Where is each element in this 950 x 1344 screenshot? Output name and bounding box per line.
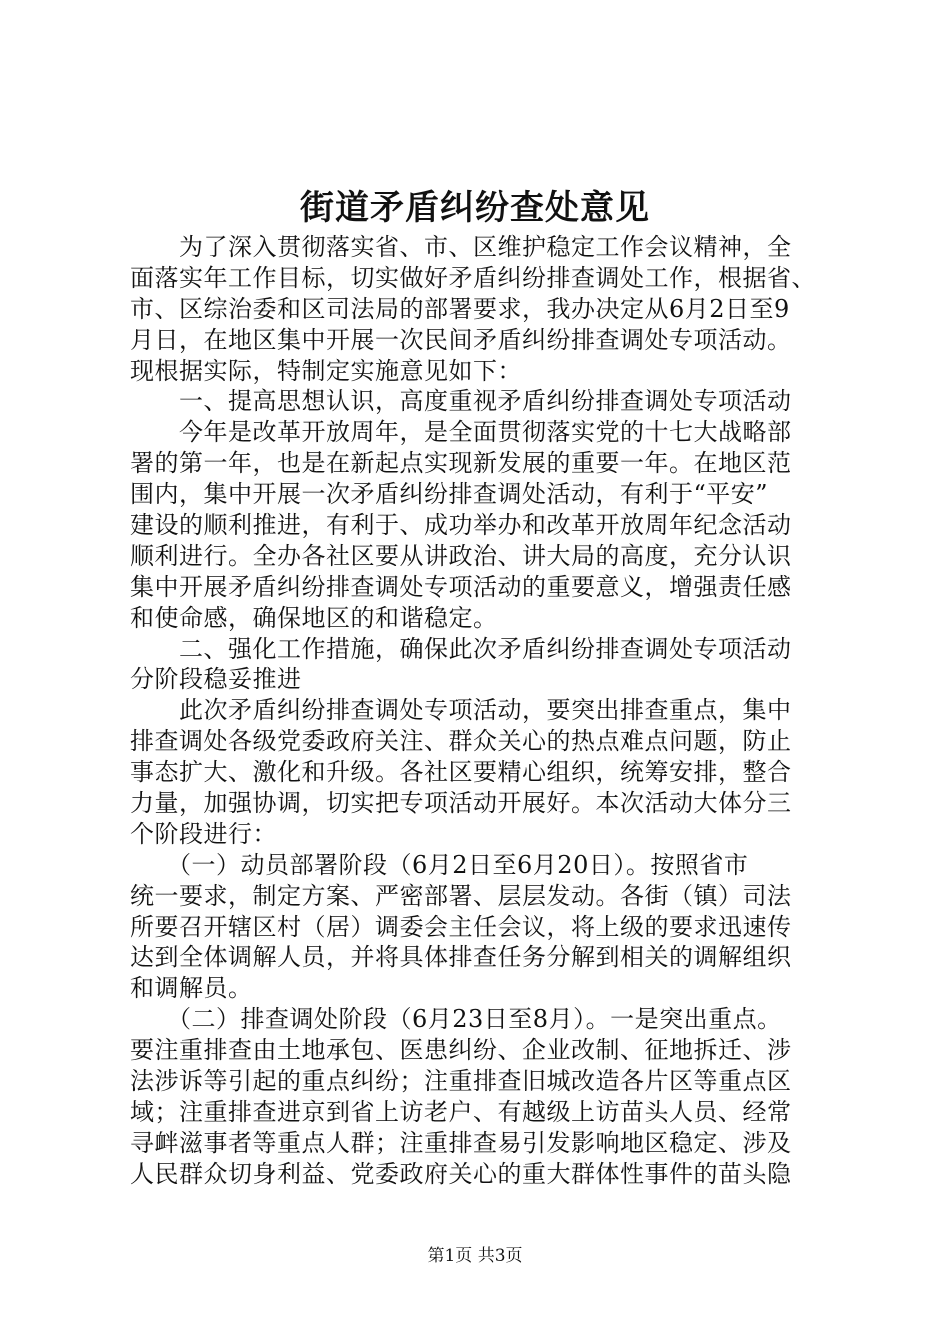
body-line: 署的第一年，也是在新起点实现新发展的重要一年。在地区范 <box>130 449 792 478</box>
document-title: 街道矛盾纠纷查处意见 <box>300 188 650 228</box>
body-line: 和调解员。 <box>130 974 253 1003</box>
body-line: 和使命感，确保地区的和谐稳定。 <box>130 603 498 632</box>
body-line: 法涉诉等引起的重点纠纷；注重排查旧城改造各片区等重点区 <box>130 1067 792 1096</box>
body-line: 顺利进行。全办各社区要从讲政治、讲大局的高度，充分认识 <box>130 541 792 570</box>
section-heading-1: 一、提高思想认识，高度重视矛盾纠纷排查调处专项活动 <box>130 387 792 416</box>
body-line: 所要召开辖区村（居）调委会主任会议，将上级的要求迅速传 <box>130 912 792 941</box>
body-line: 要注重排查由土地承包、医患纠纷、企业改制、征地拆迁、涉 <box>130 1036 792 1065</box>
body-line: 排查调处各级党委政府关注、群众关心的热点难点问题，防止 <box>130 727 792 756</box>
body-line: 寻衅滋事者等重点人群；注重排查易引发影响地区稳定、涉及 <box>130 1128 792 1157</box>
body-line: （一）动员部署阶段（6月2日至6月20日）。按照省市 <box>130 850 749 879</box>
body-line: 达到全体调解人员，并将具体排查任务分解到相关的调解组织 <box>130 943 792 972</box>
body-line: 月日，在地区集中开展一次民间矛盾纠纷排查调处专项活动。 <box>130 325 792 354</box>
body-line: 个阶段进行： <box>130 819 277 848</box>
body-line: 面落实年工作目标，切实做好矛盾纠纷排查调处工作，根据省、 <box>130 263 816 292</box>
document-body <box>130 232 865 1190</box>
page-number: 第1页 共3页 <box>427 1246 523 1266</box>
body-line: 现根据实际，特制定实施意见如下： <box>130 356 522 385</box>
body-line: （二）排查调处阶段（6月23日至8月）。一是突出重点。 <box>130 1005 782 1034</box>
body-line: 围内，集中开展一次矛盾纠纷排查调处活动，有利于“平安” <box>130 480 769 509</box>
section-heading-2: 二、强化工作措施，确保此次矛盾纠纷排查调处专项活动 <box>130 634 792 663</box>
body-line: 域；注重排查进京到省上访老户、有越级上访苗头人员、经常 <box>130 1097 792 1126</box>
body-line: 此次矛盾纠纷排查调处专项活动，要突出排查重点，集中 <box>130 696 792 725</box>
body-line: 集中开展矛盾纠纷排查调处专项活动的重要意义，增强责任感 <box>130 572 792 601</box>
body-line: 为了深入贯彻落实省、市、区维护稳定工作会议精神，全 <box>130 233 792 261</box>
body-line: 统一要求，制定方案、严密部署、层层发动。各街（镇）司法 <box>130 881 792 910</box>
body-line: 事态扩大、激化和升级。各社区要精心组织，统筹安排，整合 <box>130 758 792 787</box>
body-line: 市、区综治委和区司法局的部署要求，我办决定从6月2日至9 <box>130 294 790 323</box>
body-line: 建设的顺利推进，有利于、成功举办和改革开放周年纪念活动 <box>130 511 792 540</box>
body-line: 今年是改革开放周年，是全面贯彻落实党的十七大战略部 <box>130 418 792 447</box>
section-heading-2-continued: 分阶段稳妥推进 <box>130 665 302 694</box>
body-line: 力量，加强协调，切实把专项活动开展好。本次活动大体分三 <box>130 789 792 818</box>
body-line: 人民群众切身利益、党委政府关心的重大群体性事件的苗头隐 <box>130 1159 792 1188</box>
